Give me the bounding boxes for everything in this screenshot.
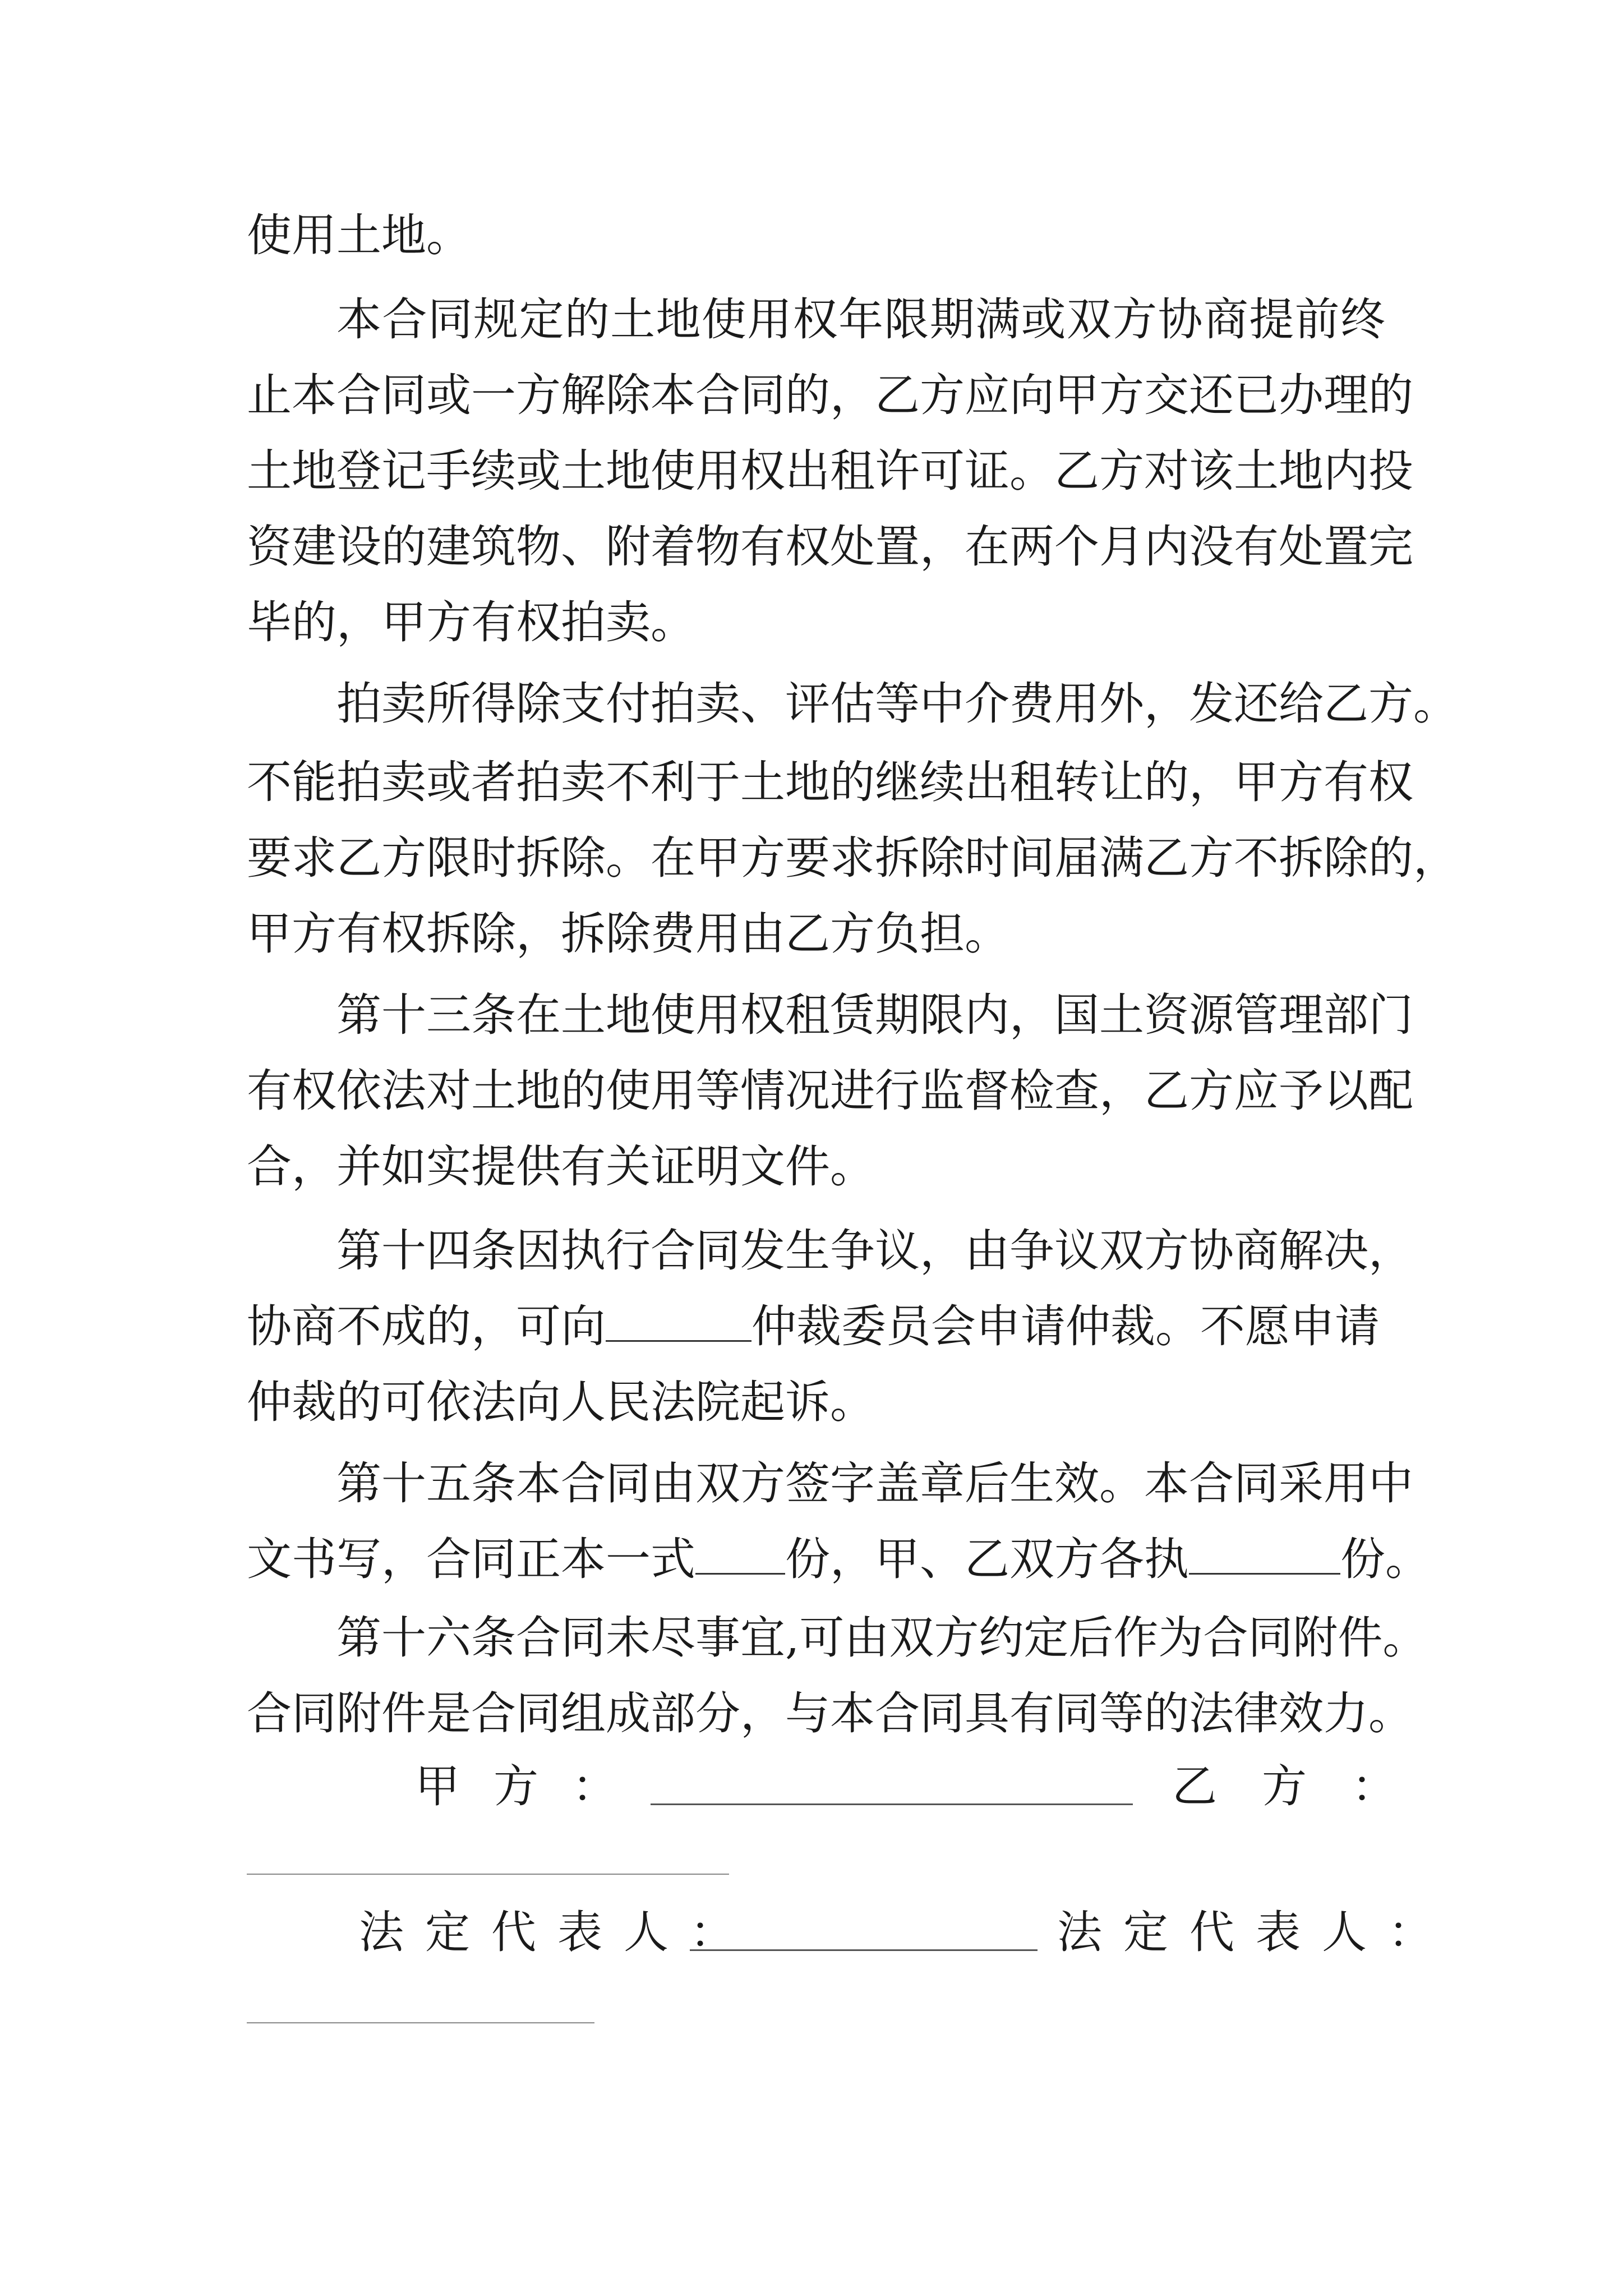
text-line-18 xyxy=(247,1531,1430,1588)
each-copies-blank xyxy=(1189,1534,1340,1575)
text-line-10: 甲方有权拆除，拆除费用由乙方负担。 xyxy=(247,908,1009,960)
text-line-1: 使用土地。 xyxy=(247,209,471,261)
party-b-label: 乙方： xyxy=(1172,1760,1441,1812)
rep-a-signature-line xyxy=(690,1949,1038,1951)
text-line-17: 第十五条本合同由双方签字盖章后生效。本合同采用中 xyxy=(336,1457,1413,1510)
text-line-14: 第十四条因执行合同发生争议，由争议双方协商解决， xyxy=(336,1225,1413,1277)
party-b-signature-line xyxy=(247,1874,729,1875)
text-line-18-part-c: 份。 xyxy=(1340,1533,1430,1585)
text-line-9: 要求乙方限时拆除。在甲方要求拆除时间届满乙方不拆除的， xyxy=(247,832,1458,884)
text-line-4: 土地登记手续或土地使用权出租许可证。乙方对该土地内投 xyxy=(247,445,1413,497)
text-line-2: 本合同规定的土地使用权年限期满或双方协商提前终 xyxy=(336,293,1385,346)
text-line-18-part-a: 文书写，合同正本一式 xyxy=(247,1533,695,1585)
text-line-15-part-b: 仲裁委员会申请仲裁。不愿申请 xyxy=(751,1300,1380,1352)
text-line-12: 有权依法对土地的使用等情况进行监督检查，乙方应予以配 xyxy=(247,1065,1413,1117)
text-line-16: 仲裁的可依法向人民法院起诉。 xyxy=(247,1376,875,1428)
rep-b-label: 法定代表人： xyxy=(1057,1906,1454,1958)
rep-a-label: 法定代表人： xyxy=(359,1906,756,1958)
text-line-19: 第十六条合同未尽事宜,可由双方约定后作为合同附件。 xyxy=(336,1612,1428,1664)
text-line-5: 资建设的建筑物、附着物有权处置，在两个月内没有处置完 xyxy=(247,521,1413,573)
party-a-signature-line xyxy=(651,1803,1133,1805)
text-line-15 xyxy=(247,1299,1385,1355)
party-a-label: 甲方： xyxy=(415,1760,651,1812)
rep-b-signature-line xyxy=(247,2022,594,2023)
text-line-20: 合同附件是合同组成部分，与本合同具有同等的法律效力。 xyxy=(247,1687,1413,1740)
text-line-13: 合，并如实提供有关证明文件。 xyxy=(247,1140,875,1193)
text-line-18-part-b: 份，甲、乙双方各执 xyxy=(785,1533,1189,1585)
copies-blank xyxy=(695,1534,785,1575)
text-line-3: 止本合同或一方解除本合同的，乙方应向甲方交还已办理的 xyxy=(247,369,1413,421)
arbitration-blank xyxy=(606,1301,751,1342)
text-line-15-part-a: 协商不成的，可向 xyxy=(247,1300,606,1352)
text-line-6: 毕的，甲方有权拍卖。 xyxy=(247,596,695,648)
text-line-7: 拍卖所得除支付拍卖、评估等中介费用外，发还给乙方。 xyxy=(336,678,1458,730)
text-line-8: 不能拍卖或者拍卖不利于土地的继续出租转让的，甲方有权 xyxy=(247,756,1413,808)
text-line-11: 第十三条在土地使用权租赁期限内，国土资源管理部门 xyxy=(336,989,1413,1041)
